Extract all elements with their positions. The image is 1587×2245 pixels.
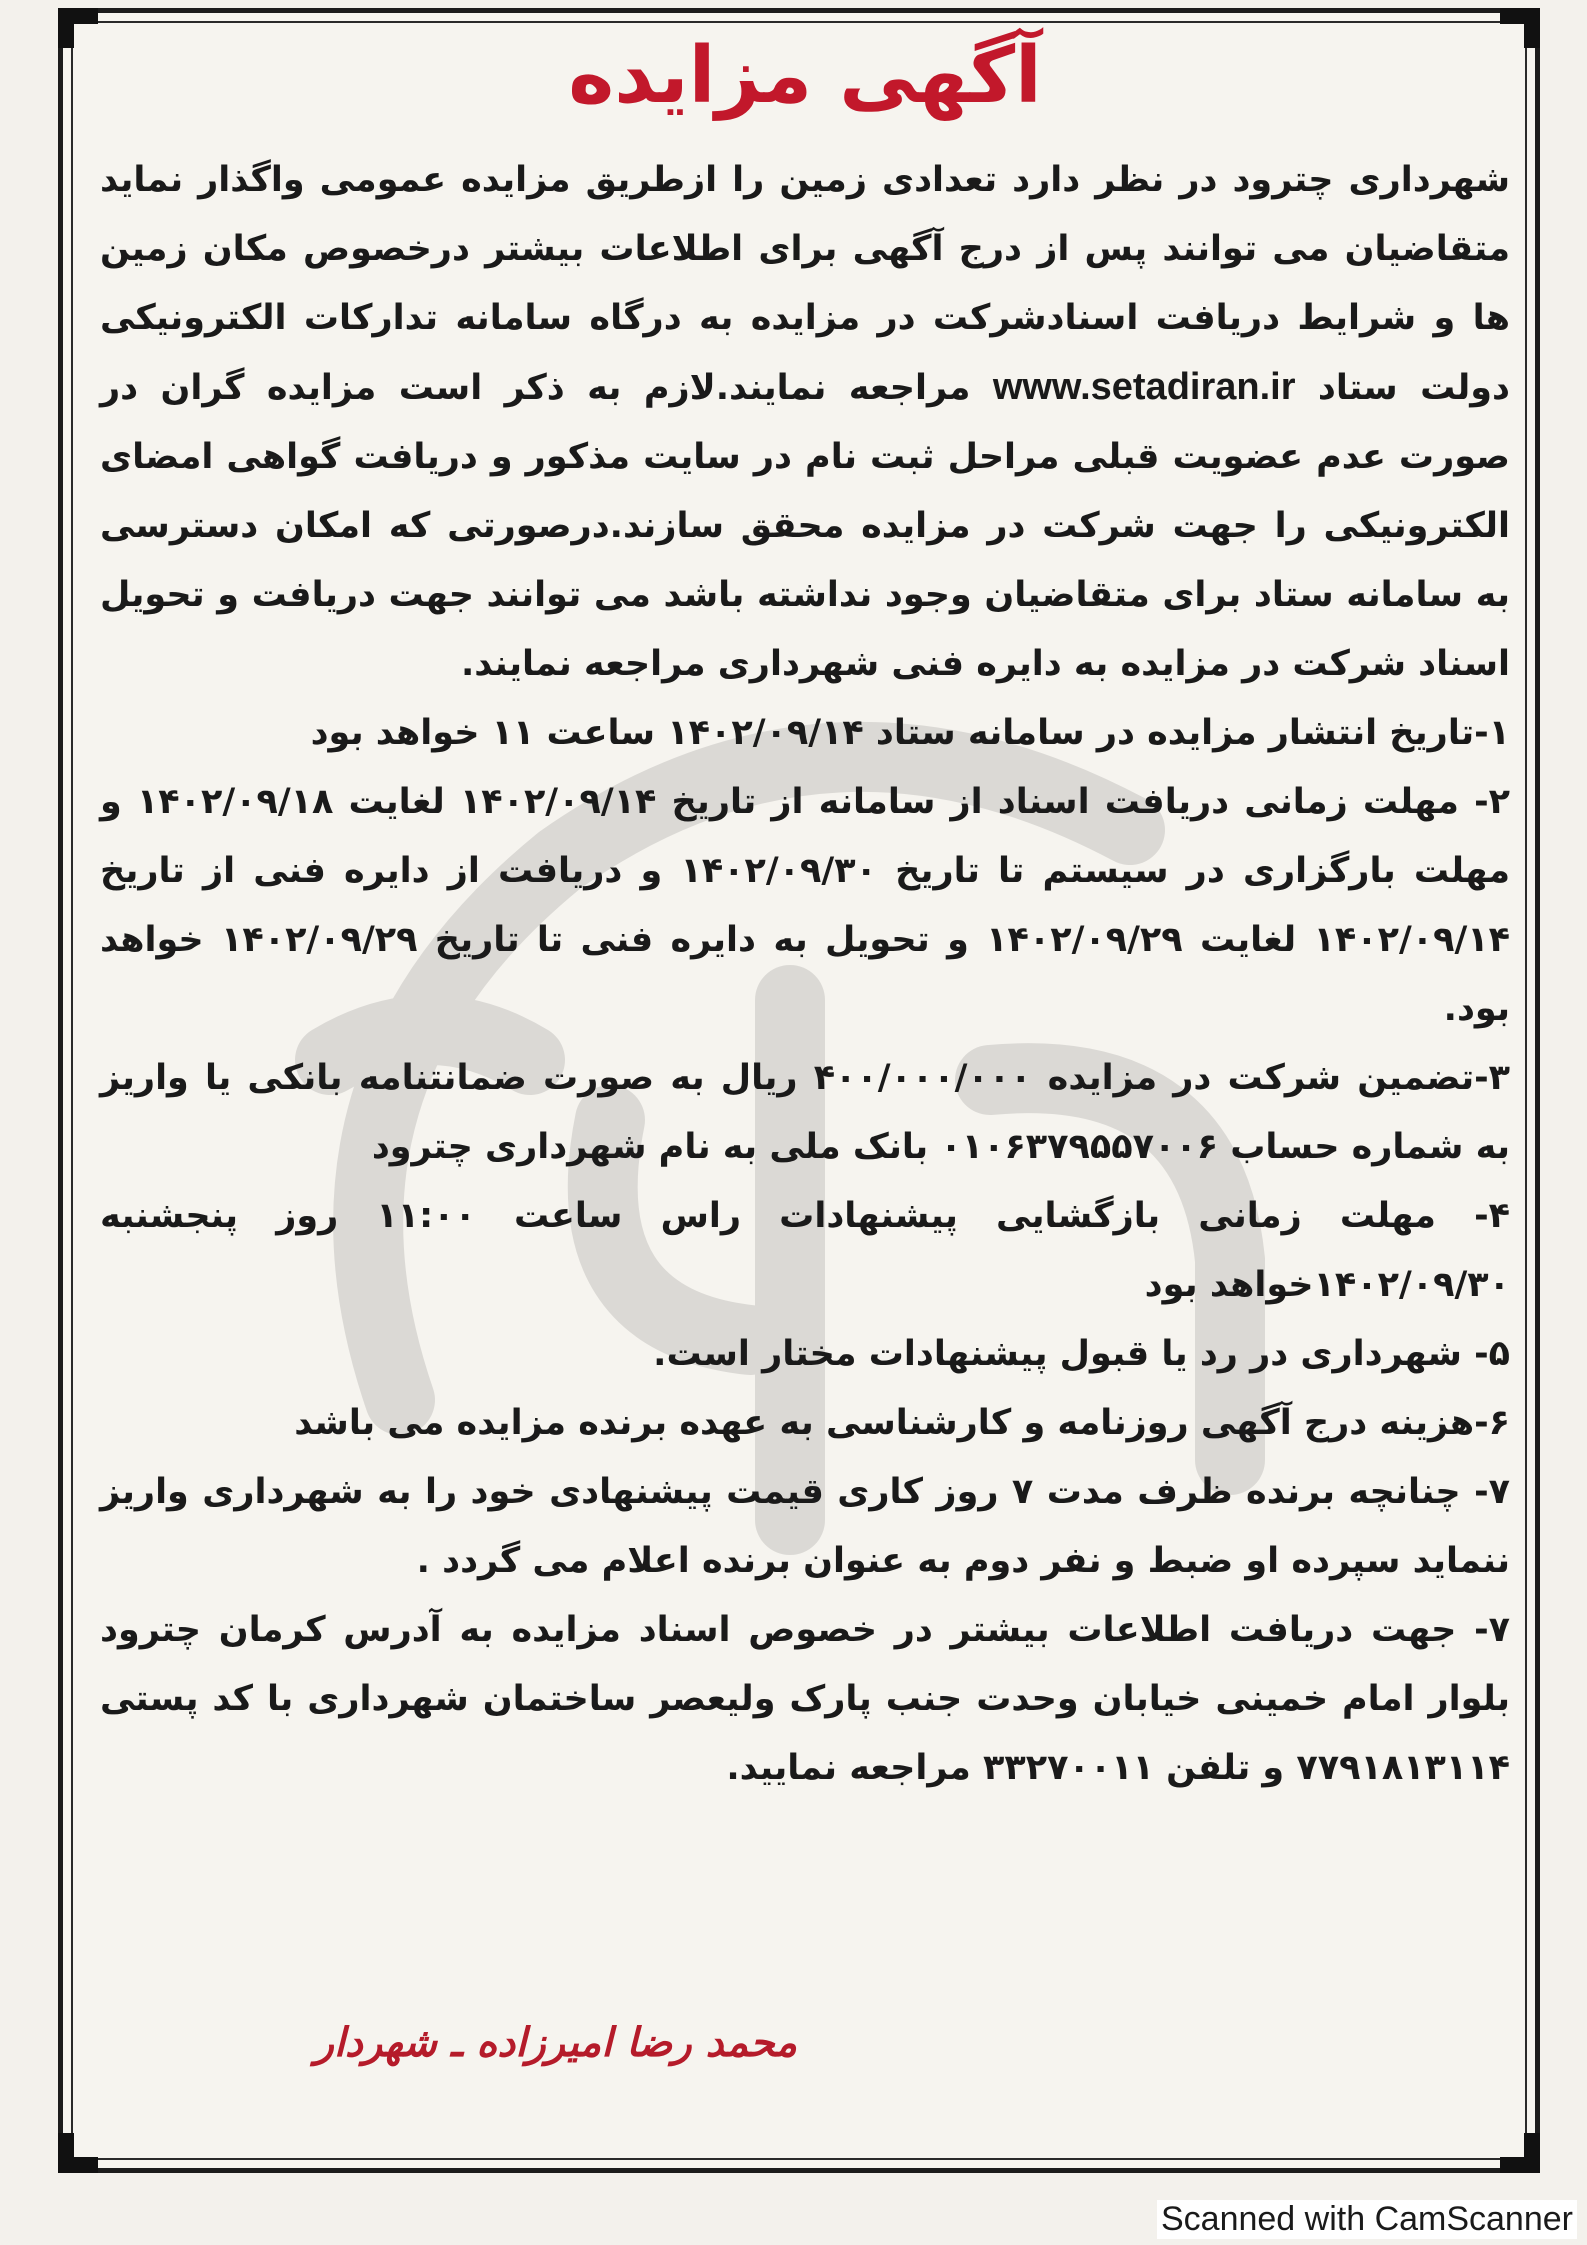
intro-paragraph <box>100 146 1510 699</box>
intro-text-continued: مراجعه نمایند.لازم به ذکر است مزایده گران در صورت عدم عضویت قبلی مراحل ثبت نام در سایت مذکور و دریافت گواهی امضای الکترونیکی را جهت شرکت در مزایده محقق سازند.درصورتی که امکان دسترسی به سامانه ستاد برای متقاضیان وجود نداشته باشد می توانند جهت دریافت و تحویل اسناد شرکت در مزایده به دایره فنی شهرداری مراجعه نمایند. <box>100 367 1510 684</box>
intro-text: شهرداری چترود در نظر دارد تعدادی زمین را ازطریق مزایده عمومی واگذار نماید متقاضیان می توانند پس از درج آگهی برای اطلاعات بیشتر درخصوص مکان زمین ها و شرایط دریافت اسنادشرکت در مزایده به درگاه سامانه تدارکات الکترونیکی دولت ستاد <box>100 159 1510 408</box>
condition-item: ۴- مهلت زمانی بازگشایی پیشنهادات راس ساعت ۱۱:۰۰ روز پنجشنبه ۱۴۰۲/۰۹/۳۰خواهد بود <box>100 1195 1510 1305</box>
conditions-list <box>100 699 1510 1803</box>
notice-title: آگهی مزایده <box>568 31 1042 121</box>
corner-ornament <box>1500 2133 1540 2173</box>
corner-ornament <box>58 8 98 48</box>
mayor-signature: محمد رضا امیرزاده ـ شهردار <box>314 2020 797 2066</box>
scanner-watermark-text: Scanned with CamScanner <box>1157 2200 1577 2239</box>
condition-item: ۲- مهلت زمانی دریافت اسناد از سامانه از تاریخ ۱۴۰۲/۰۹/۱۴ لغایت ۱۴۰۲/۰۹/۱۸ و مهلت بارگزاری در سیستم تا تاریخ ۱۴۰۲/۰۹/۳۰ و دریافت از دایره فنی از تاریخ ۱۴۰۲/۰۹/۱۴ لغایت ۱۴۰۲/۰۹/۲۹ و تحویل به دایره فنی تا تاریخ ۱۴۰۲/۰۹/۲۹ خواهد بود. <box>100 781 1510 1029</box>
condition-item: ۷- جهت دریافت اطلاعات بیشتر در خصوص اسناد مزایده به آدرس کرمان چترود بلوار امام خمینی خیابان وحدت جنب پارک ولیعصر ساختمان شهرداری با کد پستی ۷۷۹۱۸۱۳۱۱۴ و تلفن ۳۳۲۷۰۰۱۱ مراجعه نمایید. <box>100 1609 1510 1788</box>
condition-item: ۵- شهرداری در رد یا قبول پیشنهادات مختار است. <box>653 1333 1510 1374</box>
notice-body <box>100 30 1510 1803</box>
condition-item: ۳-تضمین شرکت در مزایده ۴۰۰/۰۰۰/۰۰۰ ریال به صورت ضمانتنامه بانکی یا واریز به شماره حساب ۰۱۰۶۳۷۹۵۵۷۰۰۶ بانک ملی به نام شهرداری چترود <box>100 1057 1511 1167</box>
condition-item: ۶-هزینه درج آگهی روزنامه و کارشناسی به عهده برنده مزایده می باشد <box>294 1402 1510 1443</box>
condition-item: ۷- چنانچه برنده ظرف مدت ۷ روز کاری قیمت پیشنهادی خود را به شهرداری واریز ننماید سپرده او ضبط و نفر دوم به عنوان برنده اعلام می گردد . <box>100 1471 1510 1581</box>
corner-ornament <box>58 2133 98 2173</box>
website-link[interactable]: www.setadiran.ir <box>992 365 1296 408</box>
condition-item: ۱-تاریخ انتشار مزایده در سامانه ستاد ۱۴۰۲/۰۹/۱۴ ساعت ۱۱ خواهد بود <box>310 712 1510 753</box>
